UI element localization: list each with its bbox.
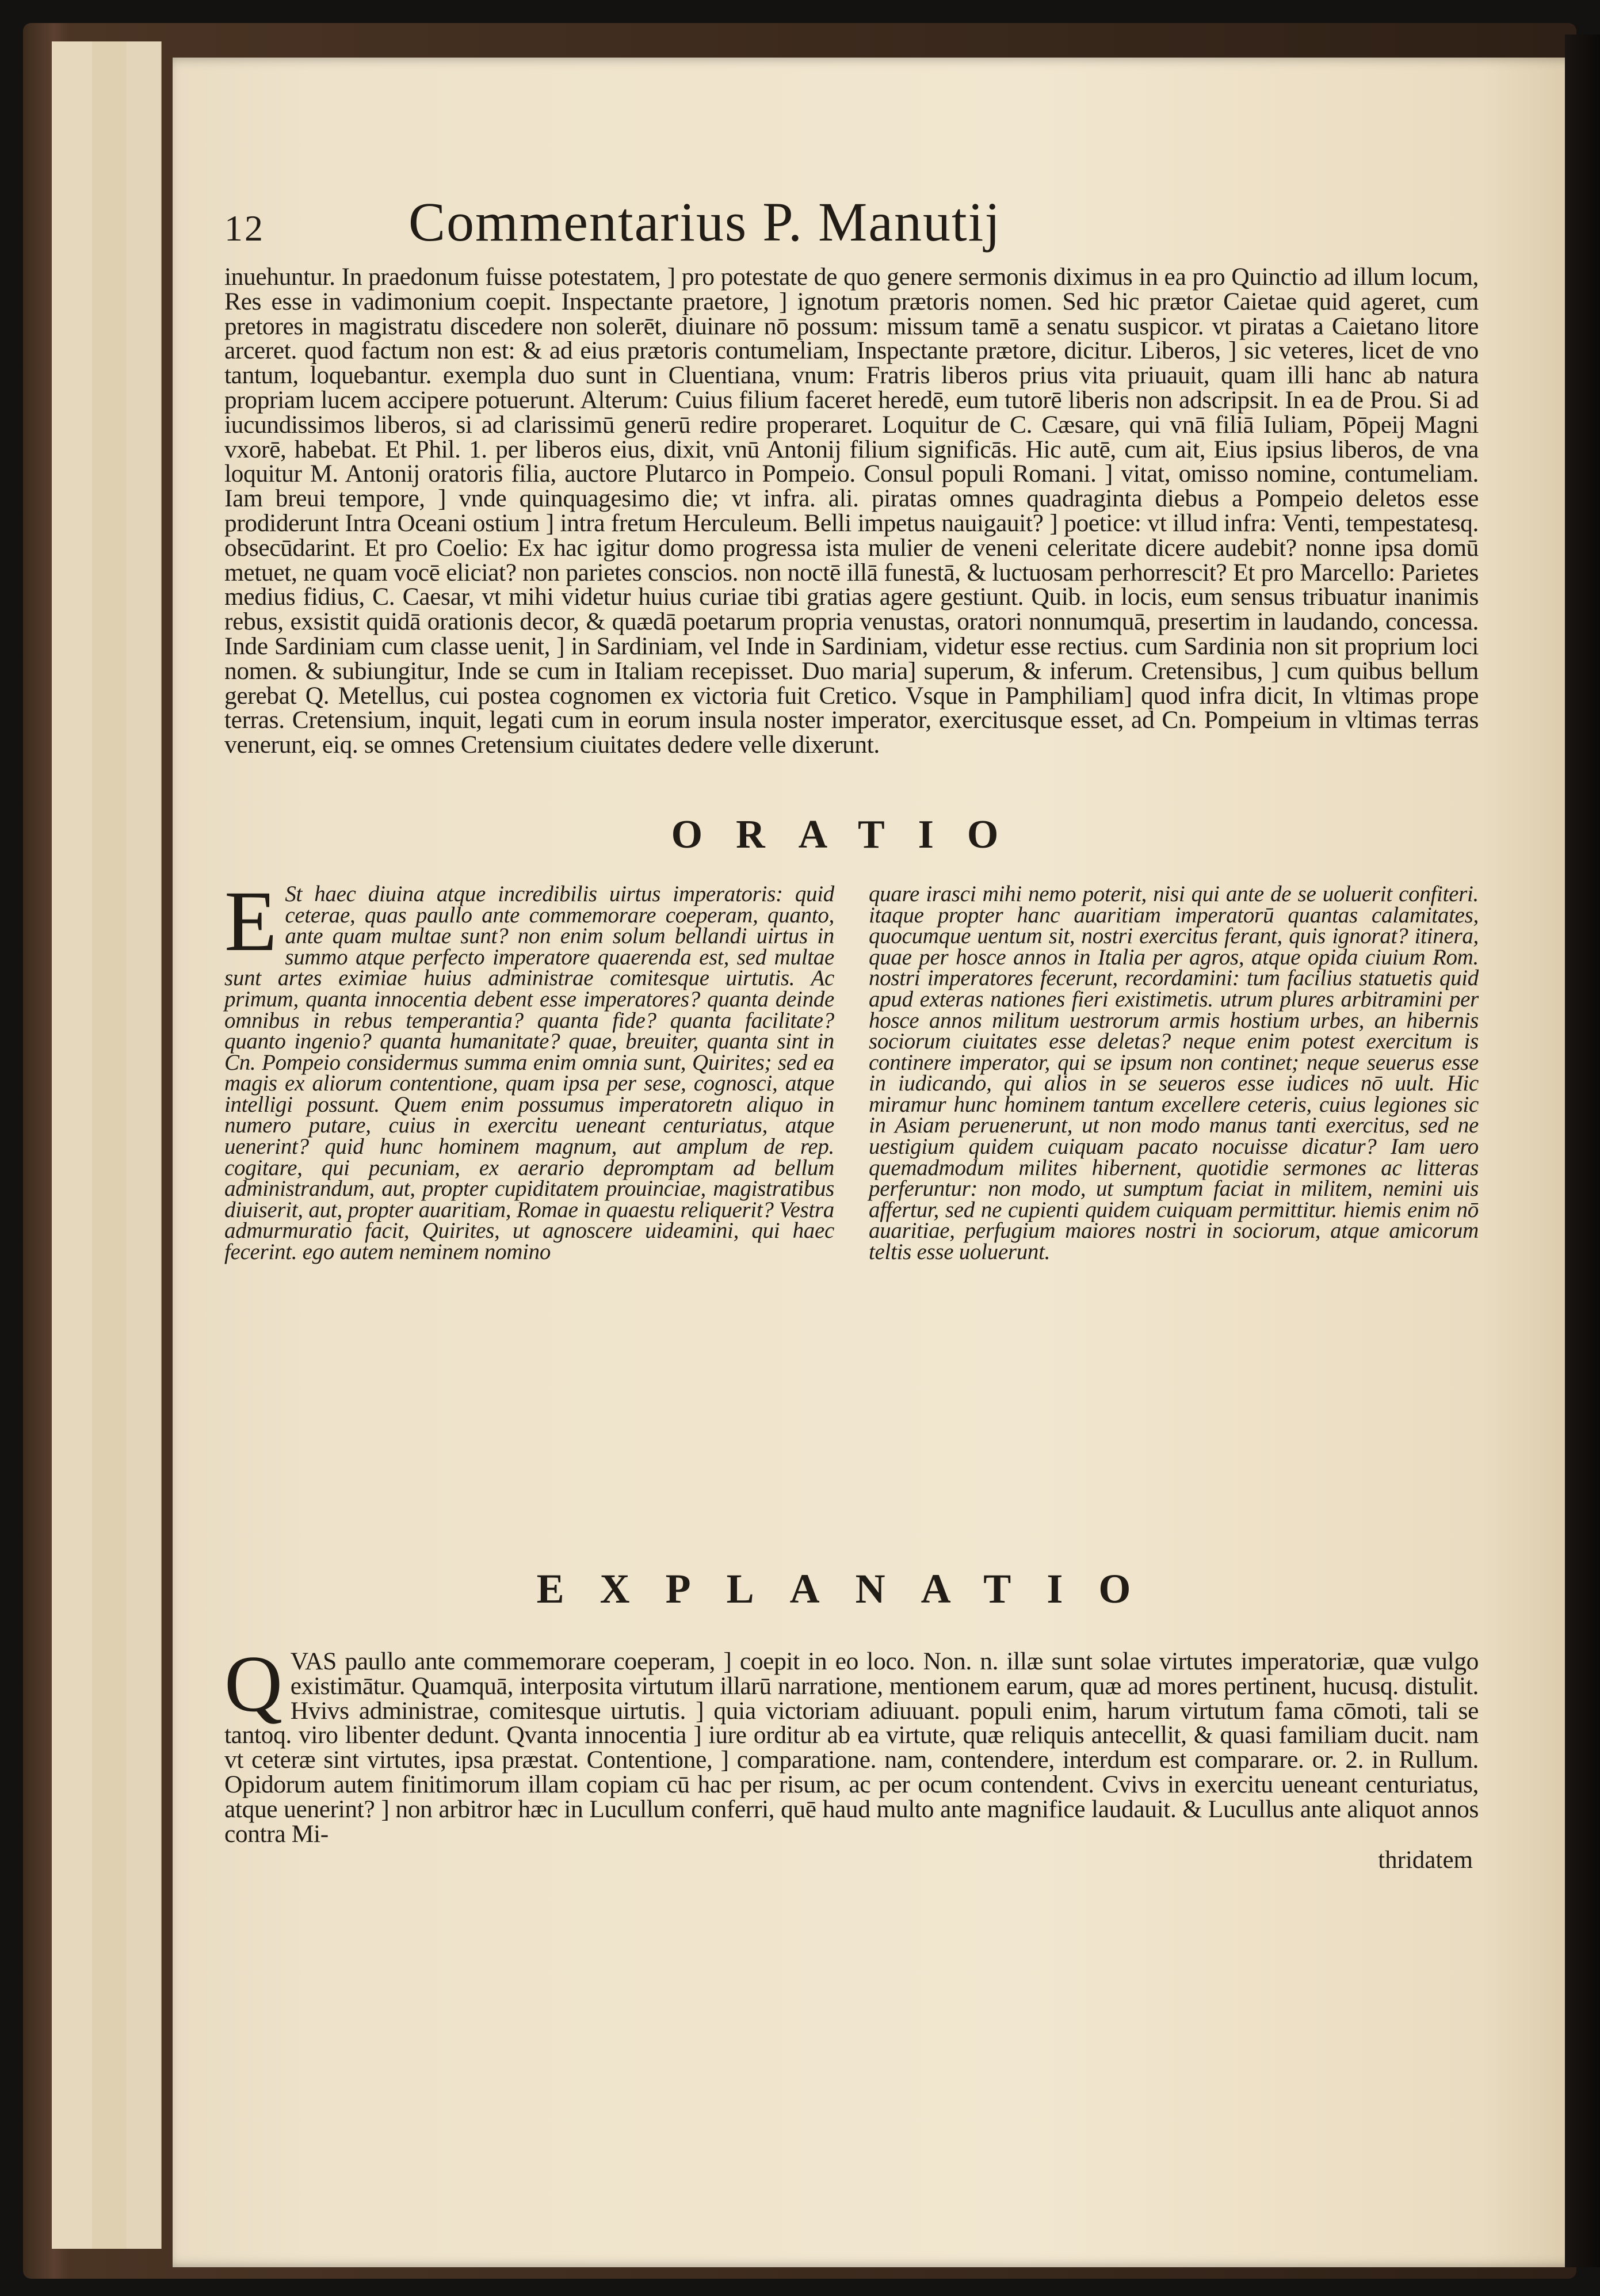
running-title: Commentarius P. Manutij [408,191,1001,253]
page-edges [52,41,93,2249]
commentary-block [224,265,1479,757]
oratio-heading: ORATIO [671,812,1032,857]
explanatio-heading: EXPLANATIO [536,1565,1167,1612]
page-edges [127,41,162,2249]
explanatio-drop-cap: Q [224,1639,282,1729]
explanatio-block [224,1639,1479,1874]
oratio-left-text: St haec diuina atque incredibilis uirtus imperatoris: quid ceterae, quas paullo ante commemorare coeperam, quanto, ante quam multae sunt? non enim solum bellandi uirtus in summo atque perfecto imperatore quaerenda est, sed multae sunt artes eximiae huius administrae comitesque uirtutis. Ac primum, quanta innocentia debent esse imperatores? quanta deinde omnibus in rebus temperantia? quanta fide? quanta facilitate? quanto ingenio? quanta humanitate? quae, breuiter, quanta sint in Cn. Pompeio considermus summa enim omnia sunt, Quirites; sed ea magis ex aliorum contentione, quam ipsa per sese, cognosci, atque intelligi possunt. Quem enim possumus imperatoretn aliquo in numero putare, cuius in exercitu ueneant centuriatus, atque uenerint? quid hunc hominem magnum, aut amplum de rep. cogitare, qui pecuniam, ex aerario depromptam ad bellum administrandum, aut, propter cupiditatem prouinciae, magistratibus diuiserit, aut, propter auaritiam, Romae in quaestu reliquerit? Vestra admurmuratio facit, Quirites, ut agnoscere uideamini, qui haec fecerint. ego autem neminem nomino [224,881,834,1265]
explanatio-text: VAS paullo ante commemorare coeperam, ] coepit in eo loco. Non. n. illæ sunt solae virtutes imperatoriæ, quæ vulgo existimātur. Quamquā, interposita virtutum illarū narratione, mentionem earum, quæ ad mores pertinent, hucusq. distulit. Hvivs administrae, comitesque uirtutis. ] quia victoriam adiuuant. populi enim, harum virtutum fama cōmoti, tali se tantoq. viro libenter dedunt. Qvanta innocentia ] iure orditur ab ea virtute, quæ reliquis antecellit, & quasi familiam ducit. nam vt ceteræ sint virtutes, ipsa præstat. Contentione, ] comparatione. nam, contendere, interdum est comparare. or. 2. in Rullum. Opidorum autem finitimorum illam copiam cū hac per risum, ac per ocum contendent. Cvivs in exercitu ueneant centuriatus, atque uenerint? ] non arbitror hæc in Lucullum conferri, quē haud multo ante magnifice laudauit. & Lucullus ante aliquot annos contra Mi- [224,1647,1479,1848]
oratio-left-column [224,873,834,1517]
page-edges [92,41,127,2249]
commentary-paragraph: inuehuntur. In praedonum fuisse potestatem, ] pro potestate de quo genere sermonis diximus in ea pro Quinctio ad illum locum, Res esse in vadimonium coepit. Inspectante praetore, ] ignotum prætoris nomen. Sed hic prætor Caietae quid ageret, cum pretores in magistratu discedere non solerēt, diuinare nō possum: missum tamē a senatu suspicor. vt piratas a Caietano litore arceret. quod factum non est: & ad eius prætoris contumeliam, Inspectante prætore, dicitur. Liberos, ] sic veteres, licet de vno tantum, loquebantur. exempla duo sunt in Cluentiana, vnum: Fratris liberos prius vita priuauit, quam illi hanc ab natura propriam lucem accipere potuerunt. Alterum: Cuius filium faceret heredē, eum tutorē liberis non adscripsit. In ea de Prou. Si ad iucundissimos liberos, si ad clarissimū generū redire properaret. Loquitur de C. Cæsare, qui vnā filiā Iuliam, Pōpeij Magni vxorē, habebat. Et Phil. 1. per liberos eius, dixit, vnū Antonij filium significās. Hic autē, cum ait, Eius ipsius liberos, de vna loquitur M. Antonij oratoris filia, auctore Plutarco in Pompeio. Consul populi Romani. ] vitat, omisso nomine, contumeliam. Iam breui tempore, ] vnde quinquagesimo die; vt infra. ali. piratas omnes quadraginta diebus a Pompeio deletos esse prodiderunt Intra Oceani ostium ] intra fretum Herculeum. Belli impetus nauigauit? ] poetice: vt illud infra: Venti, tempestatesq. obsecūdarint. Et pro Coelio: Ex hac igitur domo progressa ista mulier de veneni celeritate dicere audebit? nonne ipsa domū metuet, ne quam vocē eliciat? non parietes conscios. non noctē illā funestā, & luctuosam perhorrescit? Et pro Marcello: Parietes medius fidius, C. Caesar, vt mihi videtur huius curiae tibi gratias agere gestiunt. Quib. in locis, eum sensus tribuatur inanimis rebus, exsistit quidā orationis decor, & quædā poetarum propria venustas, oratori nonnumquā, presertim in laudando, concessa. Inde Sardiniam cum classe uenit, ] in Sardiniam, vel Inde in Sardiniam, videtur esse rectius. cum Sardinia non sit proprium loci nomen. & subiungitur, Inde se cum in Italiam recepisset. Duo maria] superum, & inferum. Cretensibus, ] cum quibus bellum gerebat Q. Metellus, cui postea cognomen ex victoria fuit Cretico. Vsque in Pamphiliam] quod infra dicit, In vltimas prope terras. Cretensium, inquit, legati cum in eorum insula noster imperator, exercitusque esset, ad Cn. Pompeium in vltimas terras venerunt, eiq. se omnes Cretensium ciuitates dedere velle dixerunt. [224,263,1479,759]
catchword: thridatem [1378,1847,1473,1874]
oratio-drop-cap: E [224,873,277,969]
spine-shadow [1565,35,1600,2267]
page-text [224,190,1479,2261]
running-head [224,190,1479,265]
oratio-text [224,873,1479,1517]
page-number: 12 [224,208,265,249]
oratio-right-column [869,881,1479,1517]
oratio-right-text: quare irasci mihi nemo poterit, nisi qui ante de se uoluerit confiteri. itaque propter hanc auaritiam imperatorū quantas calamitates, quocumque uentum sit, nostri exercitus ferant, quis ignorat? itinera, quae per hosce annos in Italia per agros, atque opida ciuium Rom. nostri imperatores fecerunt, recordamini: tum facilius statuetis quid apud exteras nationes fieri existimetis. utrum plures arbitramini per hosce annos militum uestrorum armis hostium urbes, an hibernis sociorum ciuitates esse deletas? neque enim potest exercitum is continere imperator, qui se ipsum non continet; neque seuerus esse in iudicando, qui alios in se seueros esse iudices nō uult. Hic miramur hunc hominem tantum excellere ceteris, cuius legiones sic in Asiam peruenerunt, ut non modo manus tanti exercitus, sed ne uestigium quidem cuiquam pacato nocuisse dicatur? Iam uero quemadmodum milites hibernent, quotidie sermones ac litteras perferuntur: non modo, ut sumptum faciat in militem, nemini uis affertur, sed ne cupienti quidem cuiquam permittitur. hiemis enim nō auaritiae, perfugium maiores nostri in sociorum, atque amicorum teltis esse uoluerunt. [869,881,1479,1265]
